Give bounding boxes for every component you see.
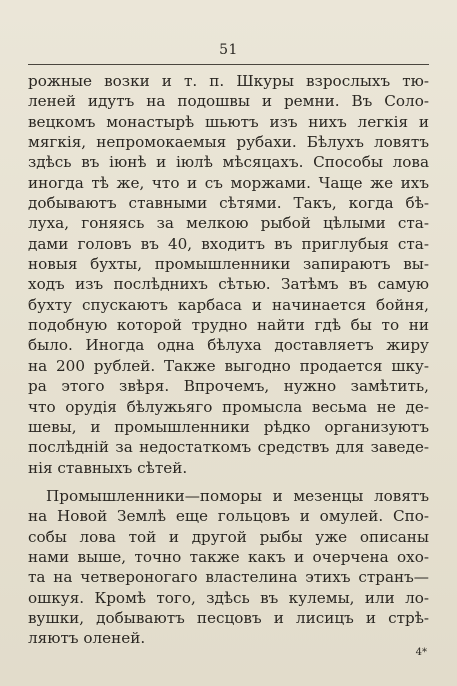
text-line: ошкуя. Кромѣ того, здѣсь въ кулемы, или ло-: [28, 588, 429, 607]
paragraph-1: [28, 71, 429, 478]
paragraph-gap: [28, 478, 429, 486]
text-line: нія ставныхъ сѣтей.: [28, 458, 188, 477]
text-line: иногда тѣ же, что и съ моржами. Чаще же ихъ: [28, 173, 429, 192]
text-line: нами выше, точно также какъ и очерчена охо-: [28, 547, 429, 566]
text-line: вушки, добываютъ песцовъ и лисицъ и стрѣ-: [28, 608, 429, 627]
text-line: послѣдній за недостаткомъ средствъ для заведе-: [28, 438, 429, 457]
text-line: собы лова той и другой рыбы уже описаны: [28, 527, 429, 546]
text-line: было. Иногда одна бѣлуха доставляетъ жиру: [28, 336, 429, 355]
header-rule: [28, 64, 429, 65]
paragraph-2: [28, 486, 429, 649]
text-line: что орудія бѣлужьяго промысла весьма не де-: [28, 397, 429, 416]
signature-mark: 4*: [415, 647, 427, 658]
text-line: дами головъ въ 40, входитъ въ приглубыя ста-: [28, 234, 429, 253]
text-line: шевы, и промышленники рѣдко организуютъ: [28, 417, 429, 436]
page-number: 51: [219, 42, 238, 58]
text-line: ляютъ оленей.: [28, 629, 146, 648]
text-line: ра этого звѣря. Впрочемъ, нужно замѣтить,: [28, 377, 429, 396]
text-line: вецкомъ монастырѣ шьютъ изъ нихъ легкія и: [28, 112, 429, 131]
text-line: здѣсь въ іюнѣ и іюлѣ мѣсяцахъ. Способы лова: [28, 153, 429, 172]
text-line: мягкія, непромокаемыя рубахи. Бѣлухъ ловятъ: [28, 133, 429, 152]
body-text: [28, 71, 429, 649]
text-line: луха, гоняясь за мелкою рыбой цѣлыми ста-: [28, 214, 429, 233]
text-line: рожные возки и т. п. Шкуры взрослыхъ тю-: [28, 72, 429, 90]
text-line: на Новой Землѣ еще гольцовъ и омулей. Спо-: [28, 507, 429, 526]
text-line: добываютъ ставными сѣтями. Такъ, когда бѣ-: [28, 194, 429, 213]
text-line: ходъ изъ послѣднихъ сѣтью. Затѣмъ въ самую: [28, 275, 429, 294]
text-line: бухту спускаютъ карбаса и начинается бойня,: [28, 295, 429, 314]
text-line: Промышленники—поморы и мезенцы ловятъ: [46, 486, 429, 505]
text-line: та на четвероногаго властелина этихъ странъ—: [28, 568, 429, 587]
text-line: подобную которой трудно найти гдѣ бы то ни: [28, 316, 429, 335]
text-line: на 200 рублей. Также выгодно продается шку-: [28, 356, 429, 375]
text-line: леней идутъ на подошвы и ремни. Въ Соло-: [28, 92, 429, 111]
text-line: новыя бухты, промышленники запираютъ вы-: [28, 255, 429, 274]
